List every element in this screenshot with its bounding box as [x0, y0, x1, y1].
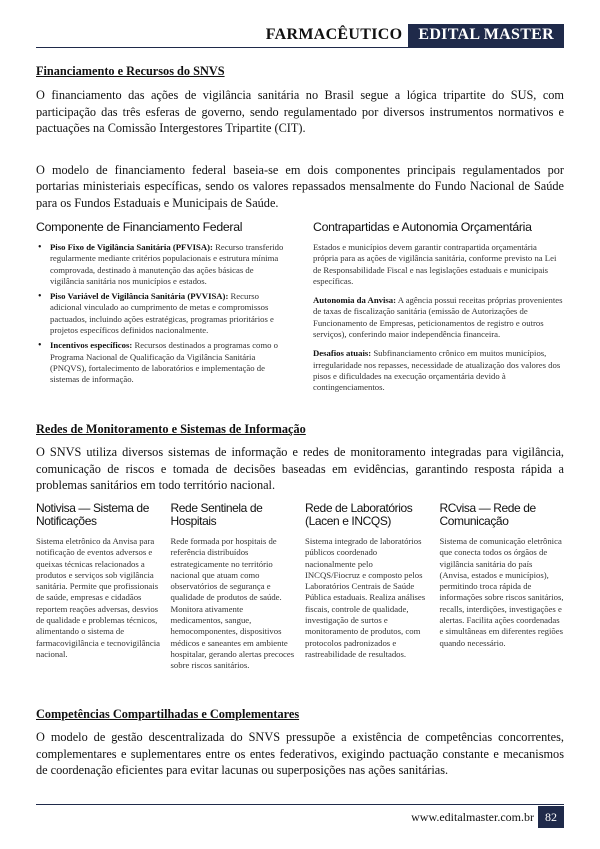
- item-text: Recurso transferido regularmente mediante critérios populacionais e estrutura mínima comprovada, destinado à manutenção das ações básicas de vigilância sanitária nos municípios e estados.: [50, 242, 284, 286]
- item-term: Piso Fixo de Vigilância Sanitária (PFVISA):: [50, 242, 213, 252]
- list-item: [36, 242, 287, 287]
- card-title: Rede de Laboratórios (Lacen e INCQS): [305, 501, 413, 528]
- page-number: 82: [538, 806, 564, 828]
- card-text: Sistema integrado de laboratórios públicos coordenado nacionalmente pelo INCQS/Fiocruz e composto pelos Laboratórios Centrais de Saúde Pública estaduais. Realiza análises fiscais, controle de qualidade, investigação de surtos e monitoramento de produtos, com protocolos padronizados e rastreabilidade de resultados.: [305, 536, 426, 659]
- column-federal-components: [36, 220, 287, 402]
- header-divider: [36, 47, 564, 48]
- card-text: Sistema eletrônico da Anvisa para notificação de eventos adversos e queixas técnicas relacionados a produtos e serviços sob vigilância sanitária. Permite que profissionais de saúde, empresas e cidadãos reportem reações adversas, desvios de qualidade e problemas técnicos, alimentando o sistema de farmacovigilância e tecnovigilância nacional.: [36, 536, 160, 659]
- paragraph-redes: O SNVS utiliza diversos sistemas de informação e redes de monitoramento integradas para vigilância, comunicação de riscos e tomada de decisões baseadas em evidências, garantindo resposta rápida a problemas sanitários em todo território nacional.: [36, 445, 564, 492]
- card-text: Sistema de comunicação eletrônica que conecta todos os órgãos de vigilância sanitária do país (Anvisa, estados e municípios), permitindo troca rápida de informações sobre riscos sanitários, recalls, interdições, investigações e alertas. Facilita ações coordenadas e simultâneas em diferentes regiões quando necessário.: [439, 536, 564, 648]
- card-rede-laboratorios: [305, 502, 430, 672]
- section-financiamento: [36, 64, 564, 211]
- header-brand: [266, 24, 564, 48]
- column-title-contrapartidas: Contrapartidas e Autonomia Orçamentária: [313, 220, 532, 234]
- item-text: A agência possui receitas próprias provenientes de taxas de fiscalização sanitária (emissão de Autorizações de Funcionamento de Empresas, peticionamentos de registro e outros serviços), conferindo maior independência financeira.: [313, 295, 563, 340]
- desafios-paragraph: [313, 348, 564, 393]
- card-text: Rede formada por hospitais de referência distribuídos estrategicamente no território nacional que atuam como observatórios de segurança e qualidade de produtos de saúde. Monitora ativamente medicamentos, sangue, hemocomponentes, dispositivos médicos e saneantes em ambiente hospitalar, gerando alertas precoces sobre riscos sanitários.: [170, 536, 295, 671]
- card-rcvisa: [440, 502, 565, 672]
- paragraph-competencias: O modelo de gestão descentralizada do SNVS pressupõe a existência de competências concorrentes, complementares e suplementares entre os entes federativos, exigindo pactuação constante e mecanismos de coordenação eficientes para evitar lacunas ou superposições nas ações sanitárias.: [36, 730, 564, 777]
- list-item: [36, 291, 287, 336]
- contrapartidas-body: [313, 242, 564, 394]
- footer-website-link[interactable]: www.editalmaster.com.br: [411, 810, 534, 824]
- card-rede-sentinela: [171, 502, 296, 672]
- column-title-federal: Componente de Financiamento Federal: [36, 220, 243, 234]
- item-text: Recursos destinados a programas como o Programa Nacional de Qualificação da Vigilância Sanitária (PNQVS), fortalecimento de laboratórios e implementação de sistemas de informação.: [50, 340, 279, 385]
- section-redes: [36, 422, 564, 494]
- federal-components-list: [36, 242, 287, 386]
- contrapartidas-paragraph: Estados e municípios devem garantir contrapartida orçamentária própria para as ações de vigilância sanitária, conforme previsto na Lei de Responsabilidade Fiscal e nas legislações estaduais e municipais específicas.: [313, 242, 557, 286]
- item-text: Subfinanciamento crônico em muitos municípios, irregularidade nos repasses, necessidade de atualização dos valores dos pisos e dificuldades na execução orçamentária devido à contingenciamentos.: [313, 348, 561, 393]
- section-competencias: [36, 707, 564, 779]
- item-term: Piso Variável de Vigilância Sanitária (PVVISA):: [50, 291, 229, 302]
- section-title-competencias: Competências Compartilhadas e Complementares: [36, 707, 300, 721]
- footer-divider: [36, 804, 564, 805]
- paragraph-financiamento-2: O modelo de financiamento federal baseia-se em dois componentes principais regulamentados por portarias ministeriais específicas, sendo os valores repassados mensalmente do Fundo Nacional de Saúde para os Fundos Estaduais e Municipais de Saúde.: [36, 162, 564, 210]
- page-footer: [36, 804, 564, 830]
- monitoring-networks-cards: [36, 502, 564, 672]
- item-text: Recurso adicional vinculado ao cumprimento de metas e compromissos pactuados, incluindo ações estratégicas, programas prioritários e projetos específicos definidos nacionalmente.: [50, 291, 274, 336]
- item-term: Incentivos específicos:: [50, 340, 133, 351]
- header-publisher: EDITAL MASTER: [408, 24, 564, 48]
- card-title: Rede Sentinela de Hospitais: [170, 501, 263, 528]
- section-title-financiamento: Financiamento e Recursos do SNVS: [36, 64, 225, 78]
- column-contrapartidas: [313, 220, 564, 402]
- header-subject: FARMACÊUTICO: [265, 26, 403, 43]
- autonomia-paragraph: [313, 295, 564, 340]
- item-term: Autonomia da Anvisa:: [313, 295, 397, 306]
- section-title-redes: Redes de Monitoramento e Sistemas de Informação: [36, 422, 306, 436]
- card-title: Notivisa — Sistema de Notificações: [36, 501, 149, 528]
- card-title: RCvisa — Rede de Comunicação: [439, 501, 536, 528]
- item-term: Desafios atuais:: [313, 348, 372, 359]
- financing-columns: [36, 220, 564, 402]
- paragraph-financiamento-1: O financiamento das ações de vigilância sanitária no Brasil segue a lógica tripartite do SUS, com participação das três esferas de governo, sendo regulamentado por diversos instrumentos normativos e pactuações na Comissão Intergestores Tripartite (CIT).: [36, 88, 564, 135]
- page-header: [36, 24, 564, 48]
- card-notivisa: [36, 502, 161, 672]
- list-item: [36, 340, 287, 385]
